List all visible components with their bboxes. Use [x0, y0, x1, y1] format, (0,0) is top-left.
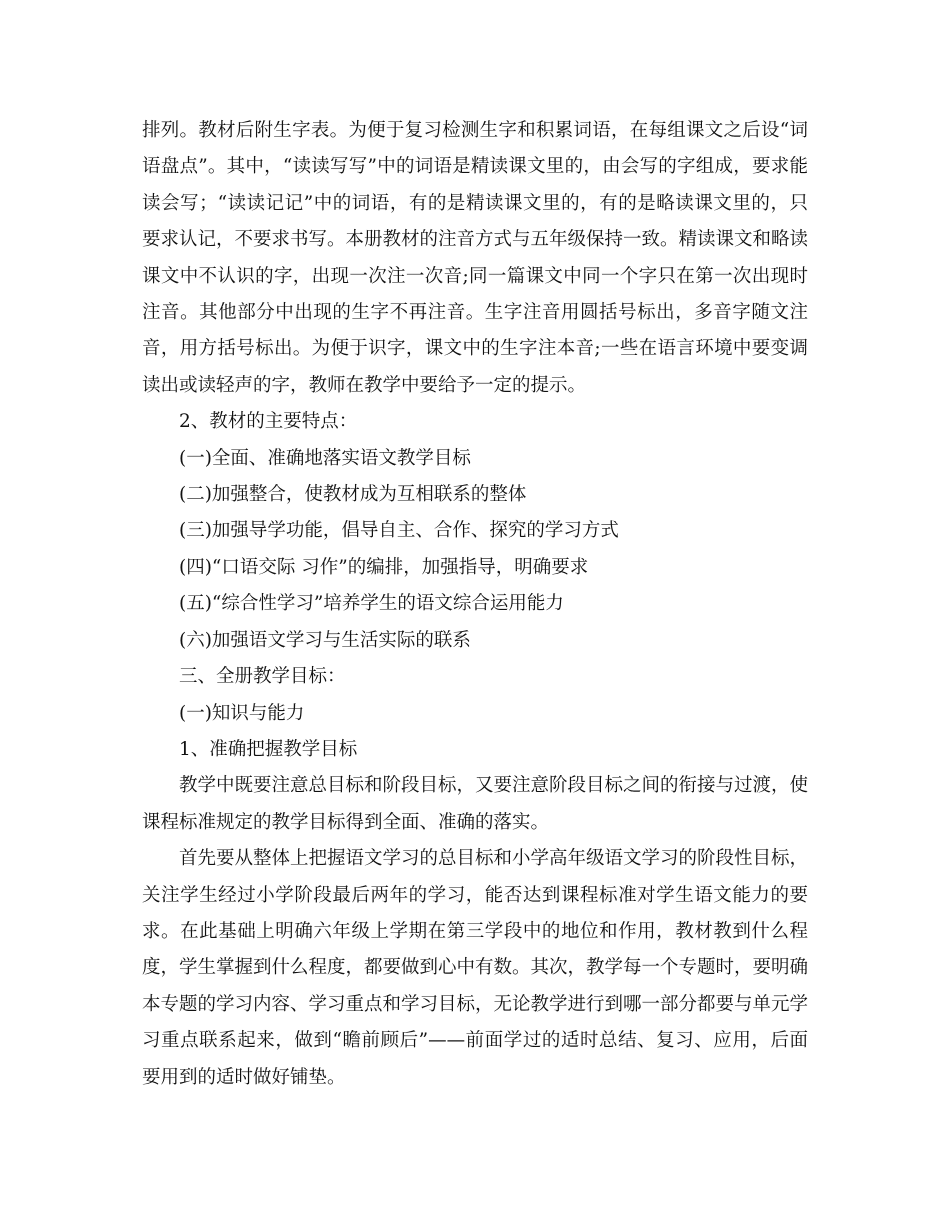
body-paragraph: 首先要从整体上把握语文学习的总目标和小学高年级语文学习的阶段性目标，关注学生经过小学阶段最后两年的学习，能否达到课程标准对学生语文能力的要求。在此基础上明确六年级上学期在第三学段中的地位和作用，教材教到什么程度，学生掌握到什么程度，都要做到心中有数。其次，教学每一个专题时，要明确本专题的学习内容、学习重点和学习目标，无论教学进行到哪一部分都要与单元学习重点联系起来，做到“瞻前顾后”——前面学过的适时总结、复习、应用，后面要用到的适时做好铺垫。	[142, 848, 809, 1088]
feature-item-3: (三)加强导学功能，倡导自主、合作、探究的学习方式	[179, 520, 619, 542]
section-heading-textbook-features: 2、教材的主要特点：	[179, 411, 358, 433]
body-paragraph: 教学中既要注意总目标和阶段目标，又要注意阶段目标之间的衔接与过渡，使课程标准规定的教学目标得到全面、准确的落实。	[142, 775, 809, 833]
item-heading-grasp-goals: 1、准确把握教学目标	[179, 738, 358, 760]
feature-item-5: (五)“综合性学习”培养学生的语文综合运用能力	[179, 593, 564, 615]
feature-item-1: (一)全面、准确地落实语文教学目标	[179, 447, 471, 469]
document-body	[142, 113, 808, 1096]
section-heading-teaching-goals: 三、全册教学目标：	[179, 666, 346, 688]
subsection-heading-knowledge: (一)知识与能力	[179, 702, 305, 724]
paragraph-continuation: 排列。教材后附生字表。为便于复习检测生字和积累词语，在每组课文之后设“词语盘点”。其中，“读读写写”中的词语是精读课文里的，由会写的字组成，要求能读会写；“读读记记”中的词语，有的是精读课文里的，有的是略读课文里的，只要求认记，不要求书写。本册教材的注音方式与五年级保持一致。精读课文和略读课文中不认识的字，出现一次注一次音;同一篇课文中同一个字只在第一次出现时注音。其他部分中出现的生字不再注音。生字注音用圆括号标出，多音字随文注音，用方括号标出。为便于识字，课文中的生字注本音;一些在语言环境中要变调读出或读轻声的字，教师在教学中要给予一定的提示。	[142, 120, 809, 396]
feature-item-2: (二)加强整合，使教材成为互相联系的整体	[179, 484, 527, 506]
feature-item-4: (四)“口语交际 习作”的编排，加强指导，明确要求	[179, 556, 589, 578]
feature-item-6: (六)加强语文学习与生活实际的联系	[179, 629, 471, 651]
